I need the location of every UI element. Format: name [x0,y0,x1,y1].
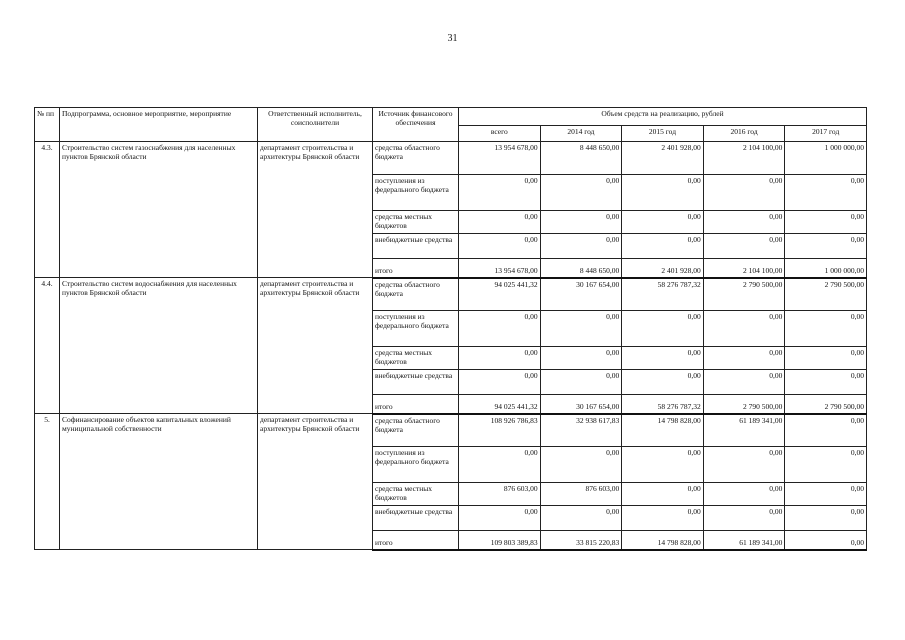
amount-cell: 0,00 [622,211,704,234]
amount-cell: 0,00 [785,447,867,483]
amount-cell: 0,00 [622,175,704,211]
amount-cell: 0,00 [785,531,867,550]
amount-cell: 0,00 [622,370,704,395]
amount-cell: 32 938 617,83 [540,414,622,447]
funding-source: поступления из федерального бюджета [373,311,459,347]
amount-cell: 2 401 928,00 [622,142,704,175]
header-total: всего [459,126,541,142]
header-name: Подпрограмма, основное мероприятие, мероприятие [60,108,258,142]
amount-cell: 0,00 [459,234,541,259]
amount-cell: 2 401 928,00 [622,259,704,278]
header-responsible: Ответственный исполнитель, соисполнители [258,108,373,142]
amount-cell: 14 798 828,00 [622,531,704,550]
amount-cell: 0,00 [703,311,785,347]
item-number: 5. [35,414,60,550]
amount-cell: 30 167 654,00 [540,278,622,311]
funding-source: средства областного бюджета [373,278,459,311]
funding-source: средства местных бюджетов [373,483,459,506]
amount-cell: 0,00 [540,447,622,483]
amount-cell: 2 790 500,00 [703,395,785,414]
amount-cell: 0,00 [459,506,541,531]
amount-cell: 58 276 787,32 [622,278,704,311]
amount-cell: 0,00 [703,234,785,259]
amount-cell: 33 815 220,83 [540,531,622,550]
amount-cell: 0,00 [459,211,541,234]
amount-cell: 0,00 [540,347,622,370]
amount-cell: 2 104 100,00 [703,259,785,278]
funding-source: внебюджетные средства [373,370,459,395]
header-no: № пп [35,108,60,142]
amount-cell: 0,00 [785,347,867,370]
table-row [35,414,867,447]
amount-cell: 0,00 [785,234,867,259]
item-responsible: департамент строительства и архитектуры Брянской области [258,278,373,414]
amount-cell: 0,00 [622,311,704,347]
amount-cell: 0,00 [459,311,541,347]
item-name: Софинансирование объектов капитальных вложений муниципальной собственности [60,414,258,550]
amount-cell: 0,00 [459,175,541,211]
amount-cell: 1 000 000,00 [785,259,867,278]
funding-source: средства местных бюджетов [373,347,459,370]
amount-cell: 0,00 [540,234,622,259]
amount-cell: 0,00 [785,211,867,234]
item-number: 4.4. [35,278,60,414]
item-responsible: департамент строительства и архитектуры Брянской области [258,414,373,550]
table-row [35,142,867,175]
table-header [35,108,867,142]
item-name: Строительство систем водоснабжения для населенных пунктов Брянской области [60,278,258,414]
amount-cell: 0,00 [703,347,785,370]
header-2016: 2016 год [703,126,785,142]
amount-cell: 876 603,00 [540,483,622,506]
amount-cell: 94 025 441,32 [459,278,541,311]
table-row [35,278,867,311]
funding-source: внебюджетные средства [373,506,459,531]
amount-cell: 0,00 [622,506,704,531]
amount-cell: 0,00 [459,347,541,370]
budget-table [34,107,867,551]
item-number: 4.3. [35,142,60,278]
amount-cell: 0,00 [703,211,785,234]
amount-cell: 13 954 678,00 [459,259,541,278]
funding-source: средства областного бюджета [373,142,459,175]
amount-cell: 109 803 389,83 [459,531,541,550]
amount-cell: 0,00 [703,483,785,506]
amount-cell: 0,00 [785,175,867,211]
funding-source: средства местных бюджетов [373,211,459,234]
funding-source: средства областного бюджета [373,414,459,447]
amount-cell: 2 790 500,00 [703,278,785,311]
header-source: Источник финансового обеспечения [373,108,459,142]
amount-cell: 58 276 787,32 [622,395,704,414]
amount-cell: 1 000 000,00 [785,142,867,175]
amount-cell: 0,00 [785,483,867,506]
amount-cell: 0,00 [622,234,704,259]
amount-cell: 2 104 100,00 [703,142,785,175]
amount-cell: 108 926 786,83 [459,414,541,447]
funding-source: итого [373,259,459,278]
amount-cell: 0,00 [540,311,622,347]
amount-cell: 0,00 [785,506,867,531]
amount-cell: 2 790 500,00 [785,395,867,414]
amount-cell: 0,00 [459,447,541,483]
item-responsible: департамент строительства и архитектуры Брянской области [258,142,373,278]
amount-cell: 2 790 500,00 [785,278,867,311]
amount-cell: 0,00 [703,175,785,211]
amount-cell: 0,00 [622,447,704,483]
amount-cell: 8 448 650,00 [540,142,622,175]
amount-cell: 876 603,00 [459,483,541,506]
amount-cell: 13 954 678,00 [459,142,541,175]
amount-cell: 0,00 [622,483,704,506]
amount-cell: 0,00 [785,311,867,347]
amount-cell: 61 189 341,00 [703,414,785,447]
amount-cell: 8 448 650,00 [540,259,622,278]
item-name: Строительство систем газоснабжения для населенных пунктов Брянской области [60,142,258,278]
header-2017: 2017 год [785,126,867,142]
amount-cell: 94 025 441,32 [459,395,541,414]
amount-cell: 0,00 [703,447,785,483]
funding-source: внебюджетные средства [373,234,459,259]
table-body [35,142,867,550]
header-volume: Объем средств на реализацию, рублей [459,108,867,126]
amount-cell: 0,00 [540,175,622,211]
amount-cell: 0,00 [459,370,541,395]
funding-source: итого [373,531,459,550]
amount-cell: 0,00 [622,347,704,370]
amount-cell: 30 167 654,00 [540,395,622,414]
funding-source: поступления из федерального бюджета [373,175,459,211]
amount-cell: 14 798 828,00 [622,414,704,447]
page-number: 31 [447,33,458,44]
header-2015: 2015 год [622,126,704,142]
amount-cell: 0,00 [703,506,785,531]
amount-cell: 0,00 [540,370,622,395]
header-2014: 2014 год [540,126,622,142]
funding-source: поступления из федерального бюджета [373,447,459,483]
amount-cell: 0,00 [785,414,867,447]
amount-cell: 0,00 [540,506,622,531]
amount-cell: 61 189 341,00 [703,531,785,550]
amount-cell: 0,00 [540,211,622,234]
amount-cell: 0,00 [703,370,785,395]
amount-cell: 0,00 [785,370,867,395]
funding-source: итого [373,395,459,414]
